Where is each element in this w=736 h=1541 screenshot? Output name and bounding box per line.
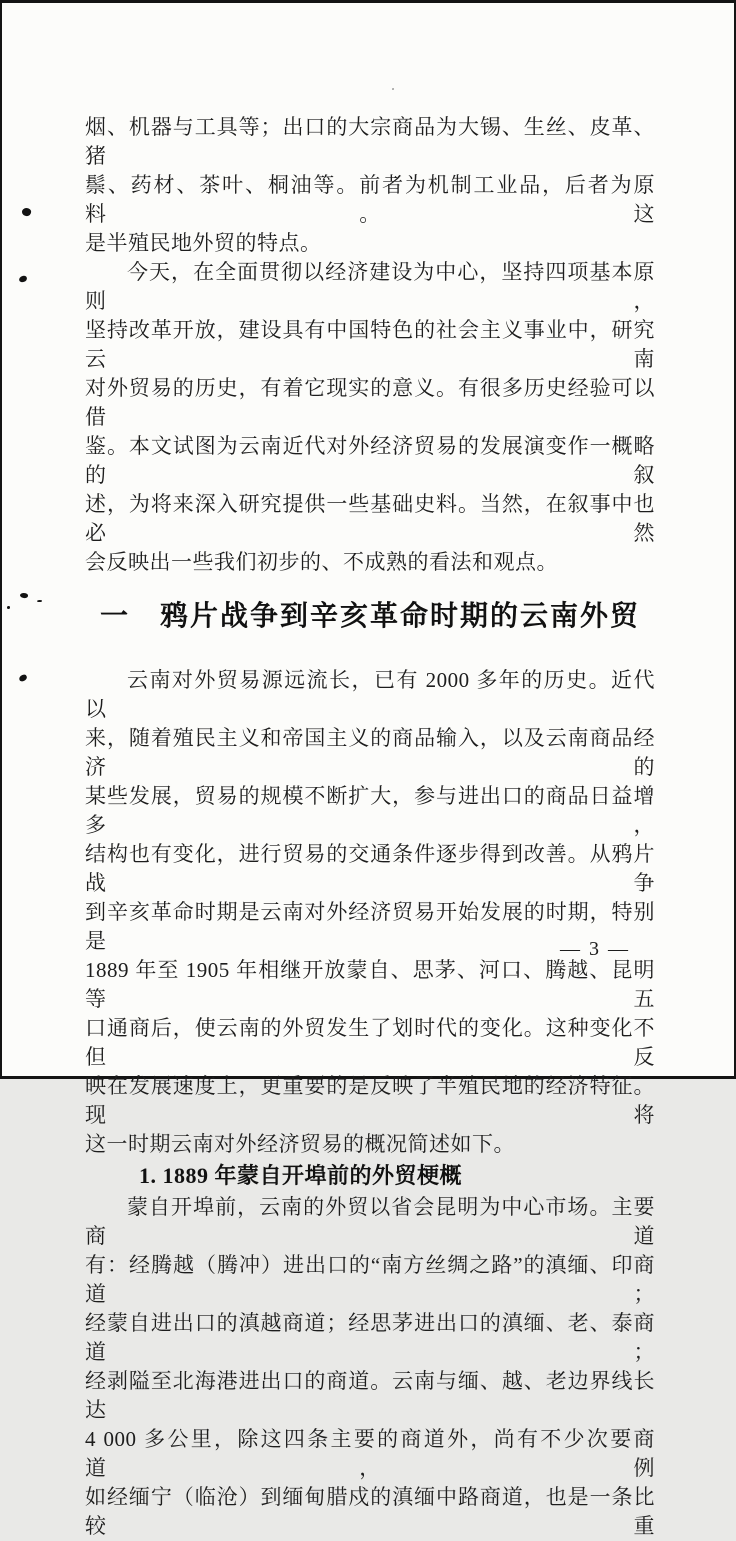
text-line: 今天，在全面贯彻以经济建设为中心，坚持四项基本原则， [85,260,655,313]
paragraph-yunnan-trade-history [85,666,655,1159]
text-line: 鉴。本文试图为云南近代对外经济贸易的发展演变作一概略的叙 [85,434,655,487]
ink-speck [18,674,28,683]
ink-speck [21,207,32,218]
text-line: 蒙自开埠前，云南的外贸以省会昆明为中心市场。主要商道 [85,1195,655,1248]
ink-speck [37,600,42,602]
text-line: 结构也有变化，进行贸易的交通条件逐步得到改善。从鸦片战争 [85,842,655,895]
ink-speck [7,606,10,609]
ink-speck [392,88,394,90]
text-line: 鬃、药材、茶叶、桐油等。前者为机制工业品，后者为原料。这 [85,173,655,226]
ink-speck [20,592,29,598]
text-line: 会反映出一些我们初步的、不成熟的看法和观点。 [85,550,558,574]
paragraph-trade-goods [85,113,655,258]
section-heading-opium-war-to-xinhai: 一 鸦片战争到辛亥革命时期的云南外贸 [99,601,640,632]
text-line: 经蒙自进出口的滇越商道；经思茅进出口的滇缅、老、泰商道； [85,1311,655,1364]
text-line: 口通商后，使云南的外贸发生了划时代的变化。这种变化不但反 [85,1016,655,1069]
text-line: 这一时期云南对外经济贸易的概况简述如下。 [85,1132,515,1156]
ink-speck [18,275,27,283]
text-line: 到辛亥革命时期是云南对外经济贸易开始发展的时期，特别是 [85,900,655,953]
text-line: 4 000 多公里，除这四条主要的商道外，尚有不少次要商道，例 [85,1427,655,1480]
text-line: 有：经腾越（腾冲）进出口的“南方丝绸之路”的滇缅、印商道； [85,1253,655,1306]
text-line: 坚持改革开放，建设具有中国特色的社会主义事业中，研究云南 [85,318,655,371]
scan-edge-top [0,0,736,3]
text-column [85,113,655,1541]
text-line: 某些发展，贸易的规模不断扩大，参与进出口的商品日益增多， [85,784,655,837]
text-line: 述，为将来深入研究提供一些基础史料。当然，在叙事中也必然 [85,492,655,545]
paragraph-research-significance [85,258,655,577]
paragraph-trade-routes [85,1193,655,1541]
text-line: 烟、机器与工具等；出口的大宗商品为大锡、生丝、皮革、猪 [85,115,655,168]
text-line: 映在发展速度上，更重要的是反映了半殖民地的经济特征。现将 [85,1074,655,1127]
text-line: 如经缅宁（临沧）到缅甸腊戍的滇缅中路商道，也是一条比较重 [85,1485,655,1538]
text-line: 云南对外贸易源远流长，已有 2000 多年的历史。近代以 [85,668,655,721]
page-number: — 3 — [560,938,630,960]
text-line: 对外贸易的历史，有着它现实的意义。有很多历史经验可以借 [85,376,655,429]
text-line: 来，随着殖民主义和帝国主义的商品输入，以及云南商品经济的 [85,726,655,779]
text-line: 经剥隘至北海港进出口的商道。云南与缅、越、老边界线长达 [85,1369,655,1422]
text-line: 是半殖民地外贸的特点。 [85,231,322,255]
scan-edge-left [0,0,2,1079]
text-line: 1889 年至 1905 年相继开放蒙自、思茅、河口、腾越、昆明等五 [85,958,655,1011]
subsection-heading-before-mengzi-port: 1. 1889 年蒙自开埠前的外贸梗概 [139,1163,463,1188]
